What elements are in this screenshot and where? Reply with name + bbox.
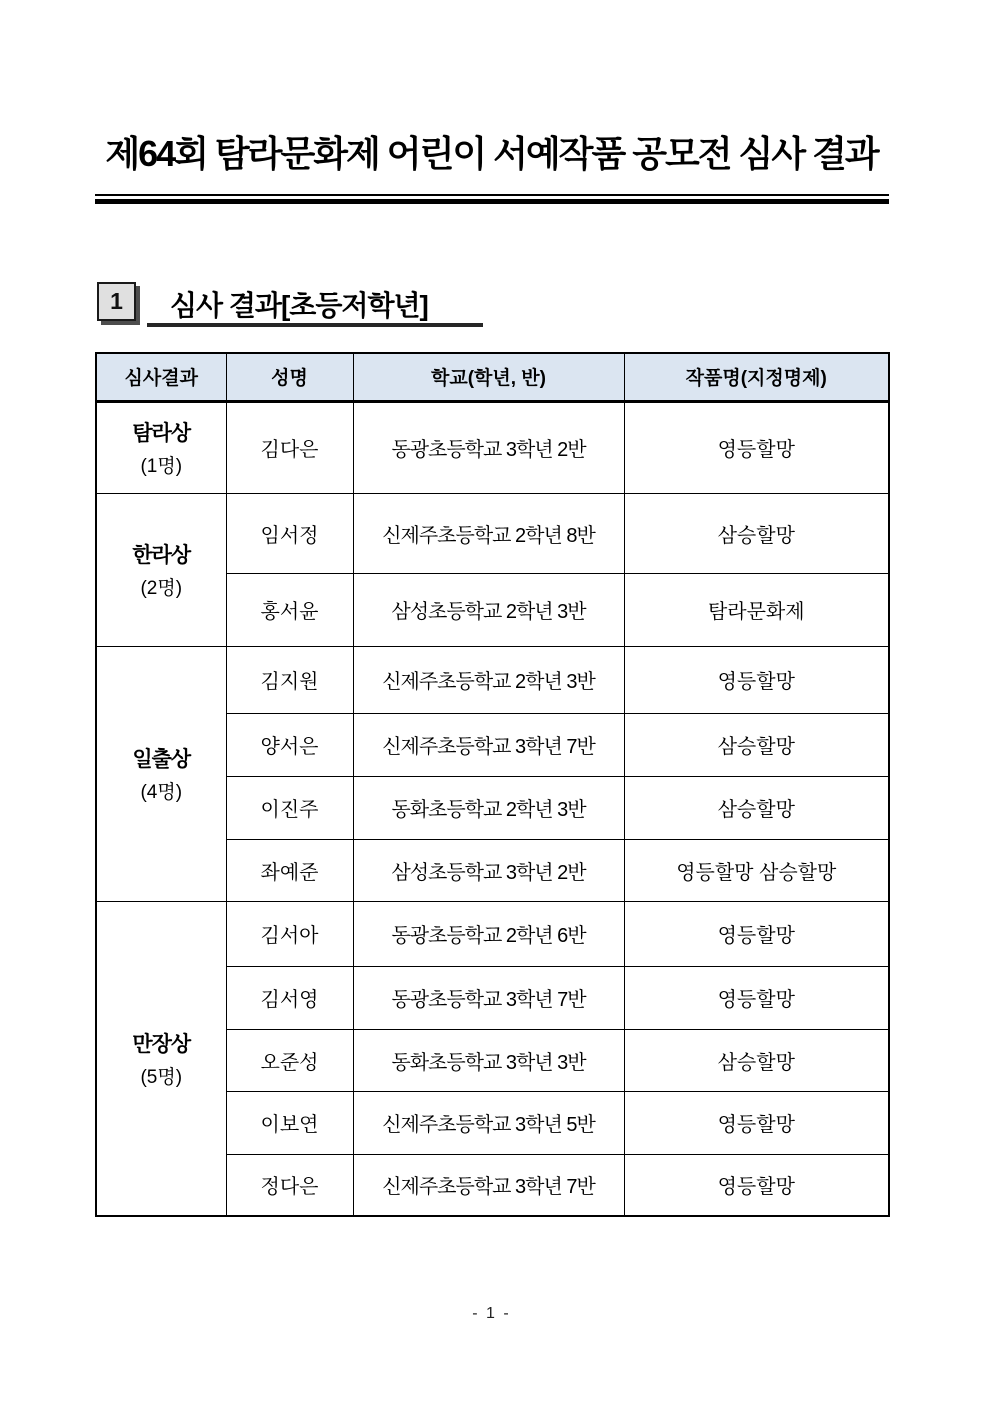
winner-work: 탐라문화제 (624, 573, 889, 646)
winner-school: 동화초등학교 2학년 3반 (353, 776, 624, 839)
winner-name: 김다은 (226, 401, 353, 493)
title-rule-thin-line (95, 194, 889, 196)
winner-school: 동화초등학교 3학년 3반 (353, 1029, 624, 1091)
results-table-container (95, 352, 890, 1217)
award-name: 만장상 (132, 1032, 191, 1056)
table-row (96, 646, 889, 713)
table-row (96, 901, 889, 966)
winner-name: 양서은 (226, 713, 353, 776)
title-double-rule (95, 194, 889, 204)
column-header-school: 학교(학년, 반) (353, 353, 624, 401)
winner-name: 정다은 (226, 1154, 353, 1216)
document-title: 제64회 탐라문화제 어린이 서예작품 공모전 심사 결과 (105, 133, 878, 174)
page-number: - 1 - (472, 1305, 511, 1322)
award-name: 탐라상 (132, 422, 191, 445)
award-cell-manjang (96, 901, 226, 1216)
winner-work: 영등할망 (624, 646, 889, 713)
winner-work: 영등할망 (624, 901, 889, 966)
winner-school: 삼성초등학교 3학년 2반 (353, 839, 624, 901)
award-count: (5명) (140, 1066, 183, 1088)
award-name: 일출상 (132, 748, 191, 771)
winner-work: 삼승할망 (624, 776, 889, 839)
table-row (96, 401, 889, 493)
column-header-award: 심사결과 (96, 353, 226, 401)
winner-work: 영등할망 (624, 1091, 889, 1154)
section-title: 심사 결과[초등저학년] (170, 290, 428, 321)
winner-work: 삼승할망 (624, 493, 889, 573)
winner-school: 동광초등학교 3학년 7반 (353, 966, 624, 1029)
winner-school: 신제주초등학교 3학년 5반 (353, 1091, 624, 1154)
winner-name: 김지원 (226, 646, 353, 713)
winner-name: 김서영 (226, 966, 353, 1029)
award-cell-ilchul (96, 646, 226, 901)
winner-work: 영등할망 (624, 1154, 889, 1216)
winner-name: 오준성 (226, 1029, 353, 1091)
winner-work: 삼승할망 (624, 1029, 889, 1091)
section-number-box: 1 (97, 282, 136, 321)
column-header-name: 성명 (226, 353, 353, 401)
winner-work: 영등할망 삼승할망 (624, 839, 889, 901)
section-heading (95, 282, 888, 332)
winner-school: 신제주초등학교 2학년 3반 (353, 646, 624, 713)
winner-school: 동광초등학교 2학년 6반 (353, 901, 624, 966)
winner-school: 신제주초등학교 2학년 8반 (353, 493, 624, 573)
award-cell-halla (96, 493, 226, 646)
results-table (95, 352, 890, 1217)
award-count: (1명) (140, 456, 183, 477)
column-header-work: 작품명(지정명제) (624, 353, 889, 401)
award-name: 한라상 (132, 544, 191, 567)
winner-name: 김서아 (226, 901, 353, 966)
winner-work: 영등할망 (624, 401, 889, 493)
winner-name: 이보연 (226, 1091, 353, 1154)
winner-name: 홍서윤 (226, 573, 353, 646)
winner-work: 영등할망 (624, 966, 889, 1029)
winner-school: 신제주초등학교 3학년 7반 (353, 1154, 624, 1216)
winner-name: 좌예준 (226, 839, 353, 901)
section-title-underline (147, 323, 483, 327)
winner-school: 동광초등학교 3학년 2반 (353, 401, 624, 493)
winner-school: 삼성초등학교 2학년 3반 (353, 573, 624, 646)
table-row (96, 493, 889, 573)
title-rule-thick-line (95, 199, 889, 204)
winner-work: 삼승할망 (624, 713, 889, 776)
table-header-row (96, 353, 889, 401)
winner-name: 이진주 (226, 776, 353, 839)
award-count: (2명) (140, 578, 183, 599)
winner-school: 신제주초등학교 3학년 7반 (353, 713, 624, 776)
winner-name: 임서정 (226, 493, 353, 573)
award-count: (4명) (140, 782, 183, 803)
award-cell-tamna (96, 401, 226, 493)
